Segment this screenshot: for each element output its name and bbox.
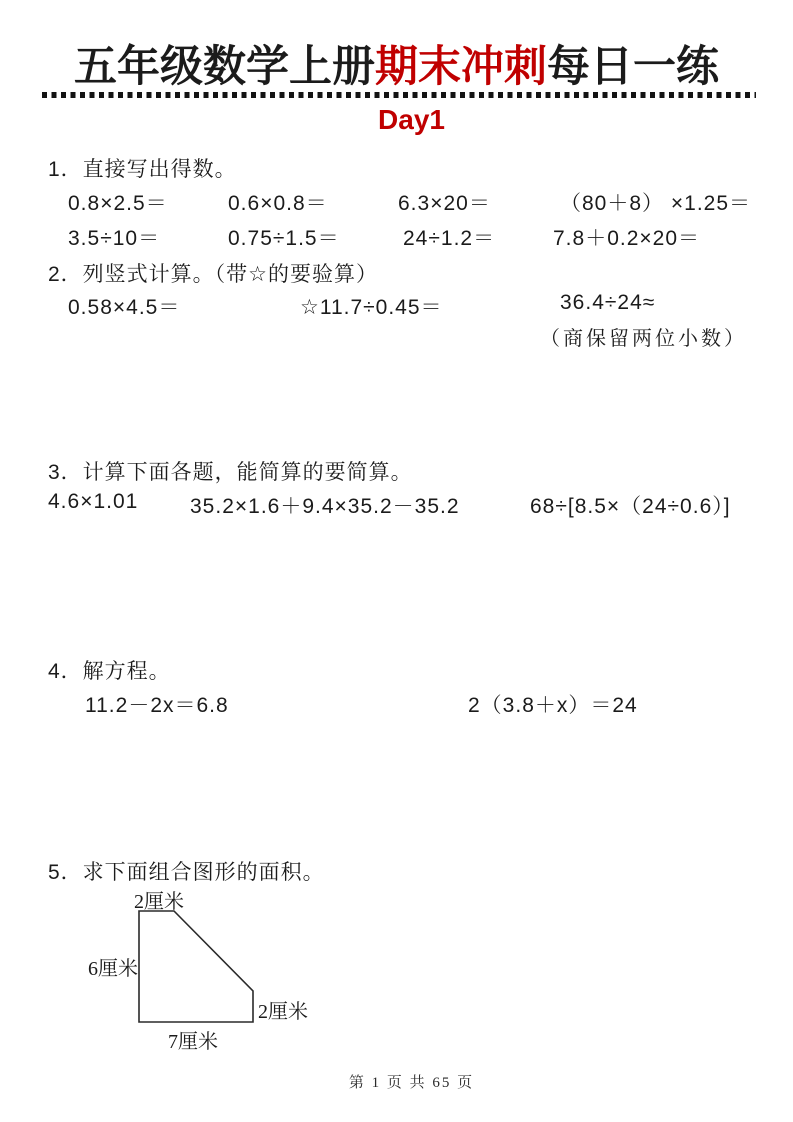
figure-polygon	[137, 909, 257, 1025]
title-highlight: 期末冲刺	[375, 43, 547, 91]
q1-heading: 1．直接写出得数。	[48, 158, 237, 181]
q1-expression: 3.5÷10＝	[68, 227, 161, 250]
q3-expression: 35.2×1.6＋9.4×35.2－35.2	[190, 495, 460, 518]
q5-heading: 5．求下面组合图形的面积。	[48, 861, 325, 884]
page-footer: 第 1 页 共 65 页	[348, 1075, 475, 1091]
figure-label-bottom: 7厘米	[168, 1031, 218, 1053]
figure-label-right: 2厘米	[258, 1001, 308, 1023]
q4-heading: 4．解方程。	[48, 660, 171, 683]
title-part1: 五年级数学上册	[74, 43, 375, 91]
q1-expression: 24÷1.2＝	[403, 227, 496, 250]
figure-label-top: 2厘米	[134, 891, 184, 913]
q3-heading: 3．计算下面各题，能简算的要简算。	[48, 461, 413, 484]
dotted-divider	[42, 92, 756, 98]
day-label: Day1	[378, 104, 445, 135]
worksheet-title	[30, 33, 763, 94]
q3-expression: 4.6×1.01	[48, 490, 139, 513]
q1-expression: 7.8＋0.2×20＝	[553, 227, 701, 250]
q2-expression: 36.4÷24≈	[560, 291, 656, 314]
q2-note: （商保留两位小数）	[540, 328, 747, 350]
q1-expression: （80＋8） ×1.25＝	[560, 192, 752, 215]
q1-expression: 0.75÷1.5＝	[228, 227, 340, 250]
q1-expression: 0.8×2.5＝	[68, 192, 168, 215]
q1-expression: 6.3×20＝	[398, 192, 491, 215]
q2-expression: ☆11.7÷0.45＝	[300, 296, 443, 319]
q4-expression: 11.2－2x＝6.8	[85, 694, 229, 717]
q2-expression: 0.58×4.5＝	[68, 296, 181, 319]
q3-expression: 68÷[8.5×（24÷0.6）]	[530, 495, 731, 518]
q1-expression: 0.6×0.8＝	[228, 192, 328, 215]
q2-heading: 2．列竖式计算。（带☆的要验算）	[48, 263, 379, 286]
figure-label-left: 6厘米	[88, 958, 138, 980]
q4-expression: 2（3.8＋x）＝24	[468, 694, 638, 717]
title-part2: 每日一练	[547, 43, 719, 91]
